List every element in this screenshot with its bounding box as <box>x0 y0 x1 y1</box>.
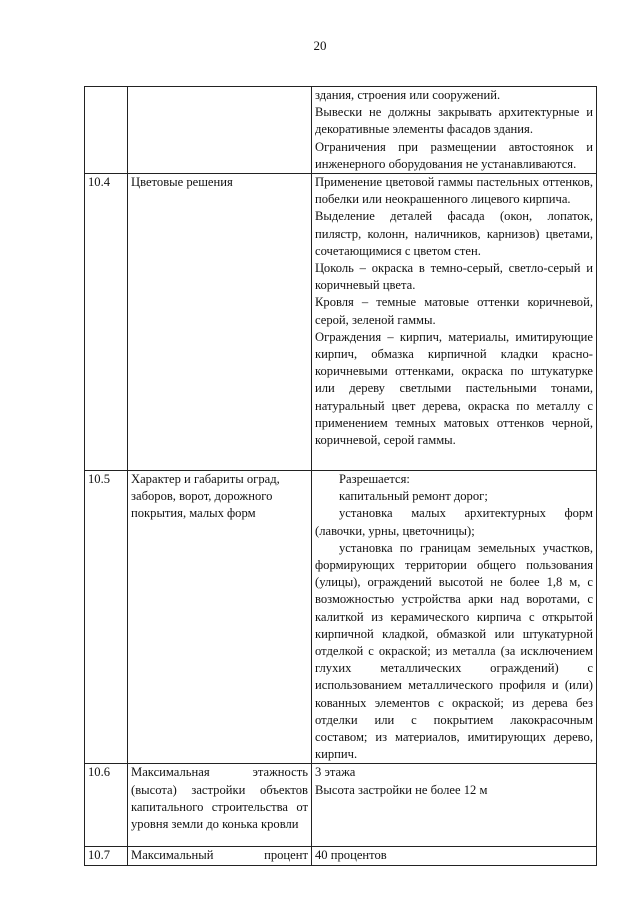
row-name: Характер и габариты оград, заборов, ворот, дорожного покрытия, малых форм <box>128 471 312 764</box>
paragraph: здания, строения или сооружений. <box>315 88 501 102</box>
table-row <box>85 87 597 174</box>
paragraph: Выделение деталей фасада (окон, лопаток, пилястр, колонн, наличников, карнизов) цветами, сочетающимися с цветом стен. <box>315 209 593 258</box>
paragraph: Разрешается: <box>339 472 410 487</box>
table-row <box>85 471 597 764</box>
row-name <box>128 87 312 174</box>
paragraph: Вывески не должны закрывать архитектурные и декоративные элементы фасадов здания. <box>315 105 593 137</box>
table-row <box>85 847 597 865</box>
row-content <box>312 174 597 471</box>
paragraph: установка малых архитектурных форм (лавочки, урны, цветочницы); <box>315 506 593 538</box>
paragraph: установка по границам земельных участков, формирующих территории общего пользования (улицы), ограждений высотой не более 1,8 м, с возможностью устройства арки над воротами, с калиткой из керамического кирпича с открытой кирпичной кладкой, обмазкой или штукатурной отделкой с окраской; из металла (за исключением глухих металлических ограждений) с использованием металлического профиля и (или) кованных элементов с окраской; из дерева без отделки или с покрытием лакокрасочным составом; из материалов, имитирующих дерево, кирпич. <box>315 540 593 762</box>
row-content <box>312 847 597 865</box>
row-name: Максимальный процент <box>128 847 312 865</box>
table-row <box>85 764 597 847</box>
paragraph: Применение цветовой гаммы пастельных оттенков, побелки или неокрашенного лицевого кирпича. <box>315 175 593 207</box>
row-number: 10.5 <box>85 471 128 764</box>
paragraph: Ограждения – кирпич, материалы, имитирующие кирпич, обмазка кирпичной кладки красно-коричневыми оттенками, окраска по штукатурке или дереву светлыми пастельными тонами, натуральный цвет дерева, окраска по металлу с применением темных матовых оттенков черной, коричневой, серой гаммы. <box>315 329 593 448</box>
row-name: Цветовые решения <box>128 174 312 471</box>
table-row <box>85 174 597 471</box>
paragraph: 3 этажа <box>315 765 356 780</box>
row-number <box>85 87 128 174</box>
paragraph: Высота застройки не более 12 м <box>315 782 488 797</box>
row-number: 10.6 <box>85 764 128 847</box>
paragraph: капитальный ремонт дорог; <box>339 489 488 504</box>
paragraph: 40 процентов <box>315 848 387 863</box>
row-content <box>312 764 597 847</box>
row-name: Максимальная этажность (высота) застройки объектов капитального строительства от уровня земли до конька кровли <box>128 764 312 847</box>
row-number: 10.7 <box>85 847 128 865</box>
row-content <box>312 87 597 174</box>
row-number: 10.4 <box>85 174 128 471</box>
row-content <box>312 471 597 764</box>
paragraph: Кровля – темные матовые оттенки коричневой, серой, зеленой гаммы. <box>315 295 593 327</box>
paragraph: Цоколь – окраска в темно-серый, светло-серый и коричневый цвета. <box>315 261 593 293</box>
paragraph: Ограничения при размещении автостоянок и инженерного оборудования не устанавливаются. <box>315 139 593 171</box>
regulations-table <box>84 86 597 866</box>
page-number: 20 <box>313 38 327 53</box>
